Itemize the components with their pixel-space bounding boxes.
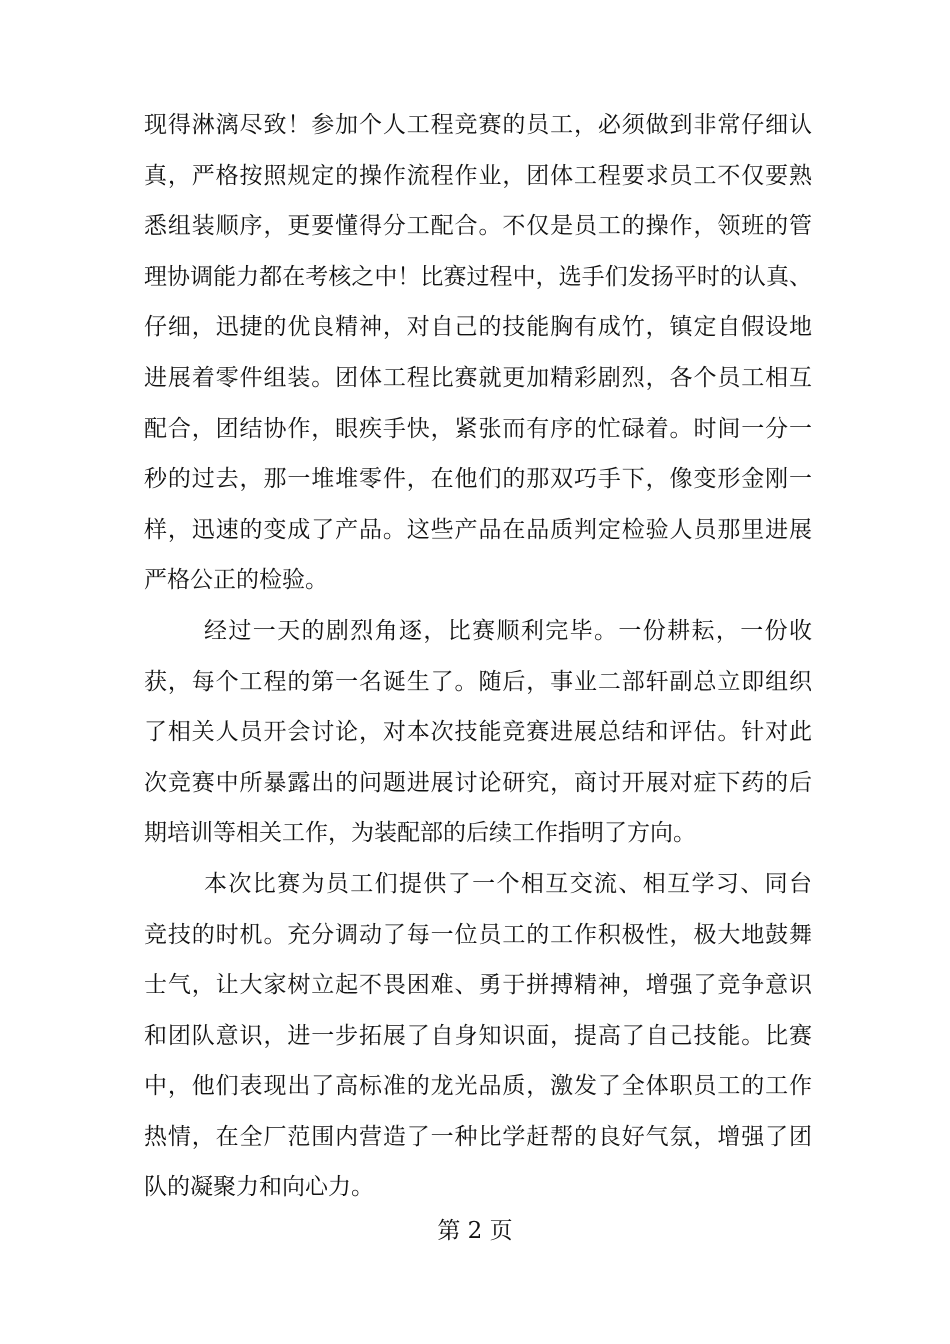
text-line: 了相关人员开会讨论，对本次技能竞赛进展总结和评估。针对此 (144, 719, 812, 746)
text-line: 真，严格按照规定的操作流程作业，团体工程要求员工不仅要熟 (144, 162, 812, 189)
text-line: 中，他们表现出了高标准的龙光品质，激发了全体职员工的工作 (144, 1073, 812, 1100)
text-line: 进展着零件组装。团体工程比赛就更加精彩剧烈，各个员工相互 (144, 364, 812, 391)
paragraph-3 (144, 859, 812, 1213)
text-line: 秒的过去，那一堆堆零件，在他们的那双巧手下，像变形金刚一 (144, 466, 812, 493)
text-line: 严格公正的检验。 (144, 567, 328, 594)
text-line: 配合，团结协作，眼疾手快，紧张而有序的忙碌着。时间一分一 (144, 415, 812, 442)
text-line: 样，迅速的变成了产品。这些产品在品质判定检验人员那里进展 (144, 516, 812, 543)
text-line: 理协调能力都在考核之中！比赛过程中，选手们发扬平时的认真、 (144, 263, 812, 290)
body-text (144, 100, 812, 1213)
text-line: 经过一天的剧烈角逐，比赛顺利完毕。一份耕耘，一份收 (204, 617, 812, 644)
text-line: 队的凝聚力和向心力。 (144, 1174, 374, 1201)
text-line: 本次比赛为员工们提供了一个相互交流、相互学习、同台 (204, 870, 812, 897)
page-number: 第 2 页 (437, 1218, 513, 1244)
text-line: 现得淋漓尽致！参加个人工程竞赛的员工，必须做到非常仔细认 (144, 112, 812, 138)
text-line: 次竞赛中所暴露出的问题进展讨论研究，商讨开展对症下药的后 (144, 769, 812, 796)
paragraph-1 (144, 100, 812, 606)
paragraph-2 (144, 606, 812, 859)
text-line: 获，每个工程的第一名诞生了。随后，事业二部轩副总立即组织 (144, 668, 812, 695)
text-line: 期培训等相关工作，为装配部的后续工作指明了方向。 (144, 820, 696, 847)
text-line: 仔细，迅捷的优良精神，对自己的技能胸有成竹，镇定自假设地 (144, 314, 812, 341)
text-line: 士气，让大家树立起不畏困难、勇于拼搏精神，增强了竞争意识 (144, 972, 812, 999)
text-line: 和团队意识，进一步拓展了自身知识面，提高了自己技能。比赛 (144, 1022, 812, 1049)
text-line: 竞技的时机。充分调动了每一位员工的工作积极性，极大地鼓舞 (144, 921, 812, 948)
text-line: 悉组装顺序，更要懂得分工配合。不仅是员工的操作，领班的管 (144, 213, 812, 240)
text-line: 热情，在全厂范围内营造了一种比学赶帮的良好气氛，增强了团 (144, 1123, 812, 1150)
